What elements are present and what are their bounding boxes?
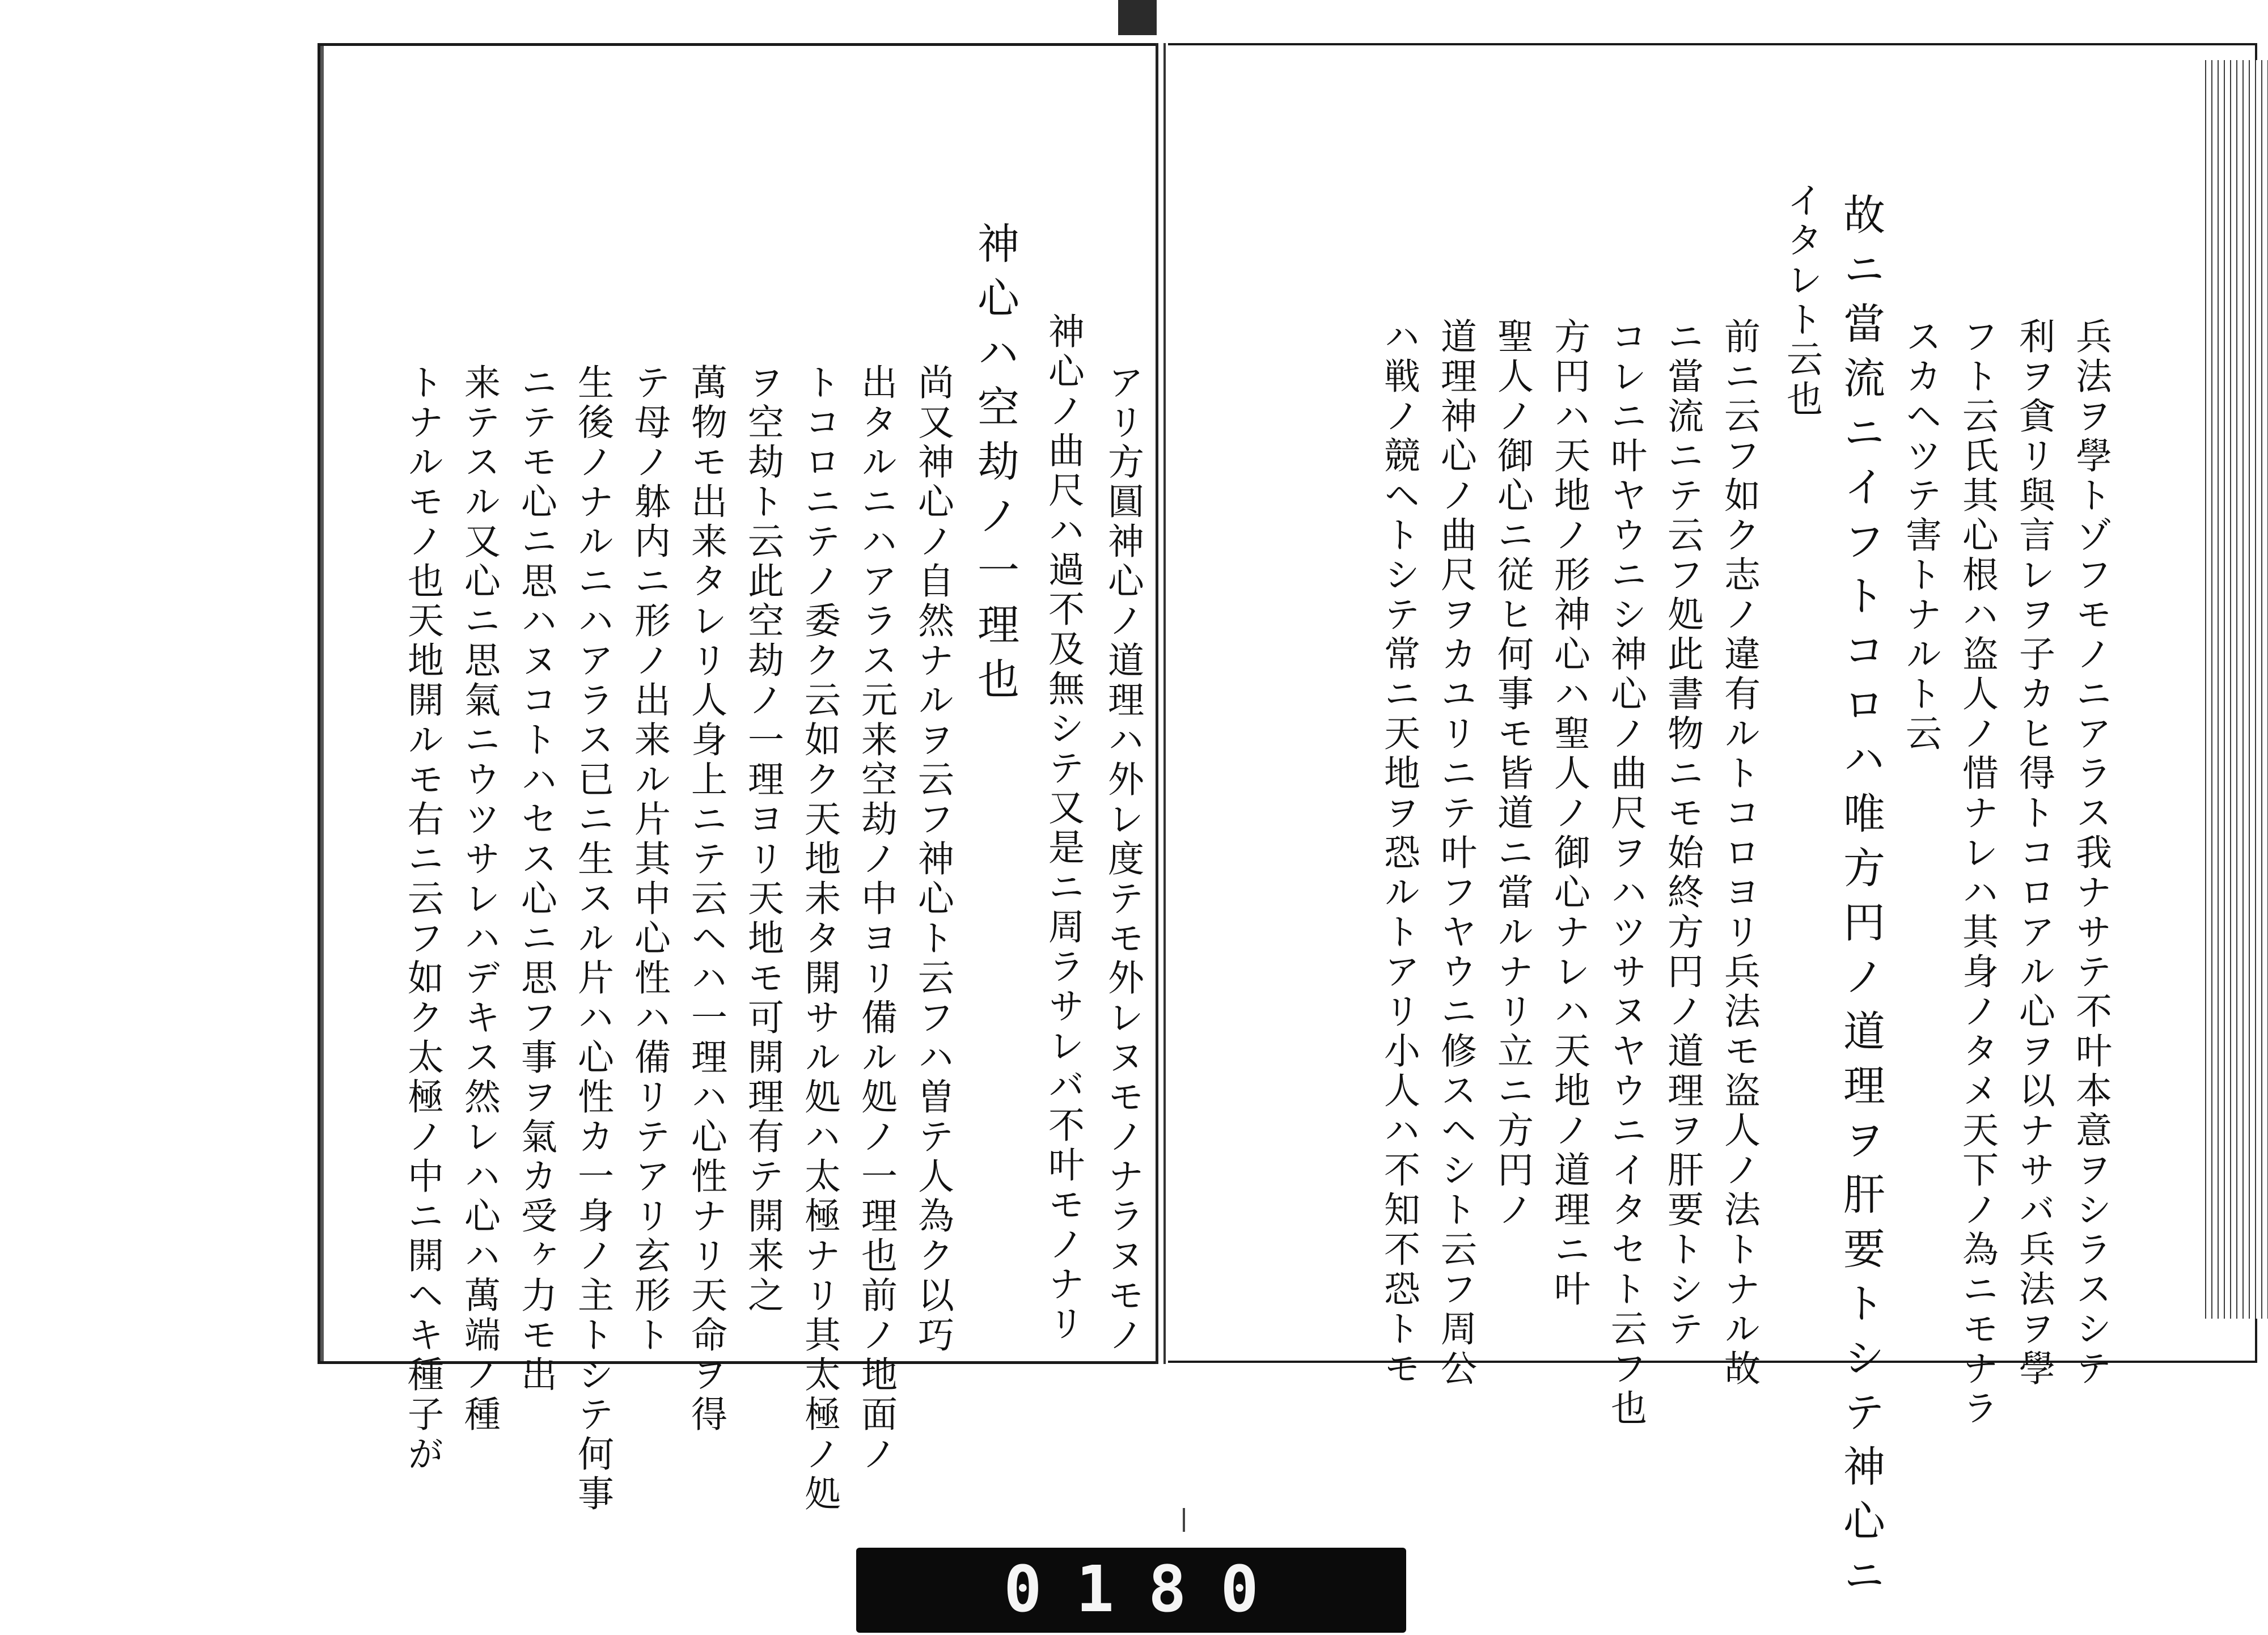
left-page <box>318 43 1162 1514</box>
page-edge-stack <box>2200 60 2268 1319</box>
left-column-8: 萬物モ出来タレリ人身上ニテ云ヘハ一理ハ心性ナリ天命ヲ得 <box>685 363 727 1435</box>
right-column-11: 聖人ノ御心ニ従ヒ何事モ皆道ニ當ルナリ立ニ方円ノ <box>1491 317 1533 1230</box>
right-section-heading: 故ニ當流ニイフトコロハ唯方円ノ道理ヲ肝要トシテ神心ニ <box>1837 193 1885 1608</box>
right-column-9: コレニ叶ヤウニシ神心ノ曲尺ヲハツサヌヤウニイタセト云フ也 <box>1605 317 1647 1429</box>
left-column-2: 神心ノ曲尺ハ過不及無シテ又是ニ周ラサレバ不叶モノナリ <box>1042 312 1084 1344</box>
top-tab-marker <box>1118 0 1157 35</box>
right-column-8: ニ當流ニテ云フ処此書物ニモ始終方円ノ道理ヲ肝要トシテ <box>1661 317 1703 1349</box>
book-gutter <box>1156 43 1168 1364</box>
right-column-1: 兵法ヲ學トゾフモノニアラス我ナサテ不叶本意ヲシラスシテ <box>2070 317 2112 1389</box>
left-column-9: テ母ノ躰内ニ形ノ出来ル片其中心性ハ備リテアリ玄形ト <box>628 363 670 1356</box>
left-heading: 神心ハ空劫ノ一理也 <box>971 222 1019 711</box>
frame-number: 0180 <box>1004 1553 1293 1626</box>
right-column-2: 利ヲ貪リ與言レヲ子カヒ得トコロアル心ヲ以ナサバ兵法ヲ學 <box>2013 317 2055 1389</box>
left-column-13: トナルモノ也天地開ルモ右ニ云フ如ク太極ノ中ニ開ヘキ種子が <box>401 363 443 1475</box>
right-column-7: 前ニ云フ如ク志ノ違有ルトコロヨリ兵法モ盗人ノ法トナル故 <box>1718 317 1760 1389</box>
right-column-4: スカヘツテ害トナルト云 <box>1899 317 1941 754</box>
left-column-1: アリ方圓神心ノ道理ハ外レ度テモ外レヌモノナラヌモノ <box>1102 363 1144 1356</box>
right-column-13: ハ戦ノ競ヘトシテ常ニ天地ヲ恐ルトアリ小人ハ不知不恐トモ <box>1378 317 1420 1389</box>
left-column-6: トコロニテノ委ク云如ク天地未タ開サル処ハ太極ナリ其太極ノ処 <box>798 363 840 1514</box>
left-column-7: ヲ空劫ト云此空劫ノ一理ヨリ天地モ可開理有テ開来之 <box>742 363 784 1316</box>
spine-tick <box>1183 1508 1185 1532</box>
left-column-10: 生後ノナルニハアラス已ニ生スル片ハ心性カ一身ノ主トシテ何事 <box>572 363 613 1514</box>
left-column-5: 出タルニハアラス元来空劫ノ中ヨリ備ル処ノ一理也前ノ地面ノ <box>855 363 897 1475</box>
right-column-12: 道理神心ノ曲尺ヲカユリニテ叶フヤウニ修スヘシト云フ周公 <box>1435 317 1476 1389</box>
left-column-11: ニテモ心ニ思ハヌコトハセス心ニ思フ事ヲ氣カ受ヶ力モ出 <box>515 363 557 1395</box>
right-column-10: 方円ハ天地ノ形神心ハ聖人ノ御心ナレハ天地ノ道理ニ叶 <box>1548 317 1590 1310</box>
left-column-4: 尚又神心ノ自然ナルヲ云フ神心ト云フハ曽テ人為ク以巧 <box>912 363 954 1356</box>
right-column-6: イタレト云也 <box>1780 181 1822 420</box>
right-column-3: フト云氏其心根ハ盗人ノ惜ナレハ其身ノタメ天下ノ為ニモナラ <box>1956 317 1998 1429</box>
right-page <box>1160 43 2257 1608</box>
left-column-12: 来テスル又心ニ思氣ニウツサレハデキス然レハ心ハ萬端ノ種 <box>458 363 500 1435</box>
